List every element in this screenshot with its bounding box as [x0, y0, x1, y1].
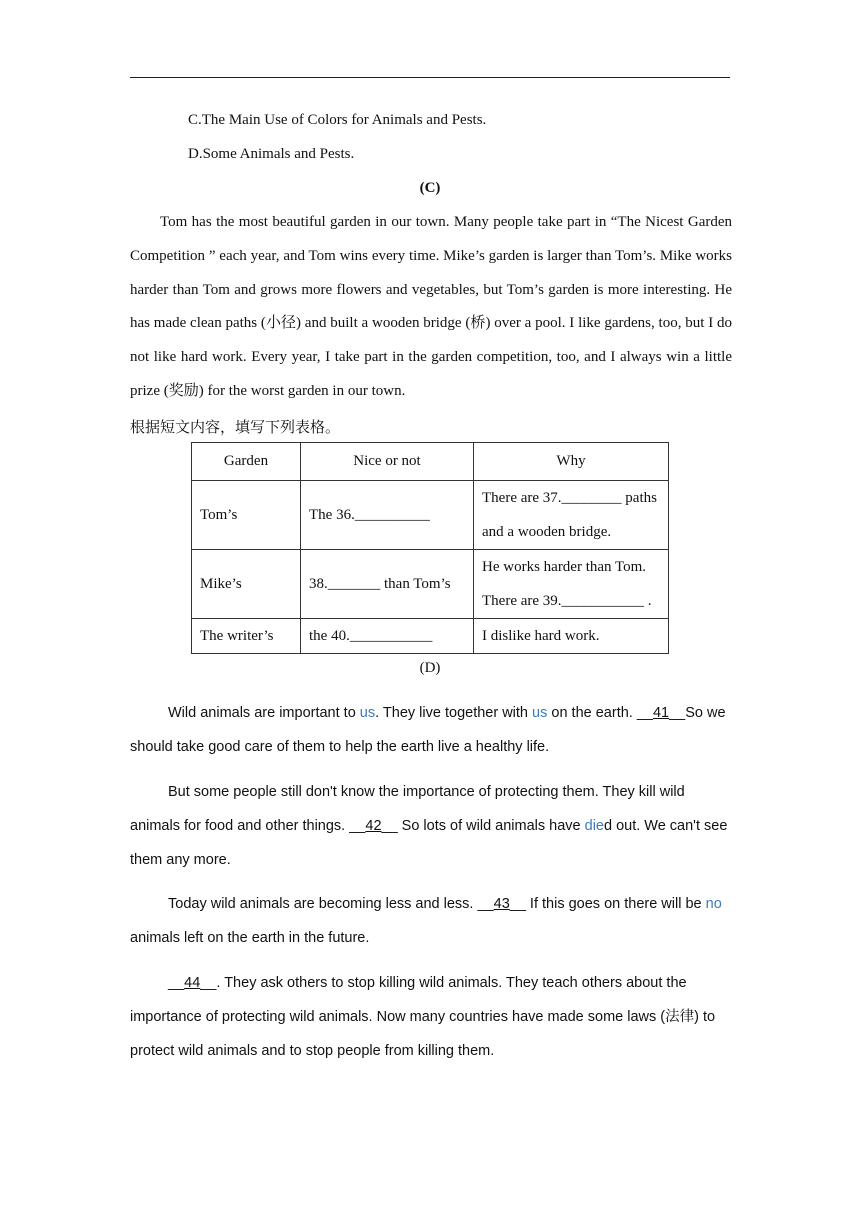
text: __	[168, 975, 185, 991]
table-header-row	[192, 443, 669, 481]
why-line: There are 39.___________ .	[482, 593, 652, 609]
cell-garden: The writer’s	[192, 619, 301, 654]
why-line: He works harder than Tom.	[482, 559, 647, 575]
text: Wild animals are important to	[168, 705, 360, 721]
text: animals left on the earth in the future.	[130, 930, 370, 946]
table-row	[192, 481, 669, 550]
text: __ So lots of wild animals have	[381, 818, 585, 834]
option-c: C.The Main Use of Colors for Animals and Pests.	[188, 112, 487, 128]
highlight-word: us	[532, 705, 548, 721]
blank-42: 42	[365, 818, 382, 834]
text: __ If this goes on there will be	[509, 896, 706, 912]
highlight-word: us	[359, 705, 376, 721]
passage-text: Tom has the most beautiful garden in our town. Many people take part in “The Nicest Garden Competition ” each year, and Tom wins every time. Mike’s garden is larger than Tom’s. Mike works harder than Tom and grows more flowers and vegetables, but Tom’s garden is more interesting. He has made clean paths (小径) and built a wooden bridge (桥) over a pool. I like gardens, too, but I do not like hard work. Every year, I take part in the garden competition, too, and I always win a little prize (奖励) for the worst garden in our town.	[130, 214, 732, 399]
section-c-passage	[130, 206, 732, 409]
highlight-word: die	[584, 818, 604, 834]
text: on the earth. __	[547, 705, 653, 721]
table-row	[192, 619, 669, 654]
cell-nice: The 36.__________	[301, 481, 474, 550]
cell-why: I dislike hard work.	[474, 619, 669, 654]
section-d-paragraph-4	[130, 966, 732, 1068]
cell-nice: the 40.___________	[301, 619, 474, 654]
section-d-paragraph-3	[130, 887, 732, 955]
section-c-heading: (C)	[419, 180, 441, 196]
cell-why	[474, 481, 669, 550]
cell-garden: Tom’s	[192, 481, 301, 550]
header-why: Why	[474, 443, 669, 481]
text: __So we should take good care of them to help the earth live a healthy life.	[130, 705, 726, 755]
section-d-paragraph-1	[130, 696, 732, 764]
text: __. They ask others to stop killing wild animals. They teach others about the importance of protecting wild animals. Now many countries have made some laws (法律) to protect wild animals and to stop people from killing them.	[130, 975, 716, 1059]
cell-nice: 38._______ than Tom’s	[301, 550, 474, 619]
blank-41: 41	[652, 705, 670, 721]
cell-garden: Mike’s	[192, 550, 301, 619]
header-nice-or-not: Nice or not	[301, 443, 474, 481]
table-instruction: 根据短文内容，填写下列表格。	[130, 420, 341, 436]
why-line: There are 37.________ paths	[482, 490, 657, 506]
header-garden: Garden	[192, 443, 301, 481]
header-rule	[130, 77, 730, 78]
text: . They live together with	[375, 705, 533, 721]
blank-44: 44	[184, 975, 201, 991]
text: d out. We can't see them any more.	[130, 818, 728, 868]
text: But some people still don't know the importance of protecting them. They kill wild animals for food and other things. __	[130, 784, 685, 834]
section-d-paragraph-2	[130, 775, 732, 877]
cell-why	[474, 550, 669, 619]
blank-43: 43	[493, 896, 510, 912]
option-d: D.Some Animals and Pests.	[188, 146, 355, 162]
highlight-word: no	[705, 896, 722, 912]
why-line: and a wooden bridge.	[482, 524, 612, 540]
section-d-heading: (D)	[419, 660, 441, 676]
garden-table	[191, 442, 669, 654]
text: Today wild animals are becoming less and less. __	[168, 896, 494, 912]
table-row	[192, 550, 669, 619]
